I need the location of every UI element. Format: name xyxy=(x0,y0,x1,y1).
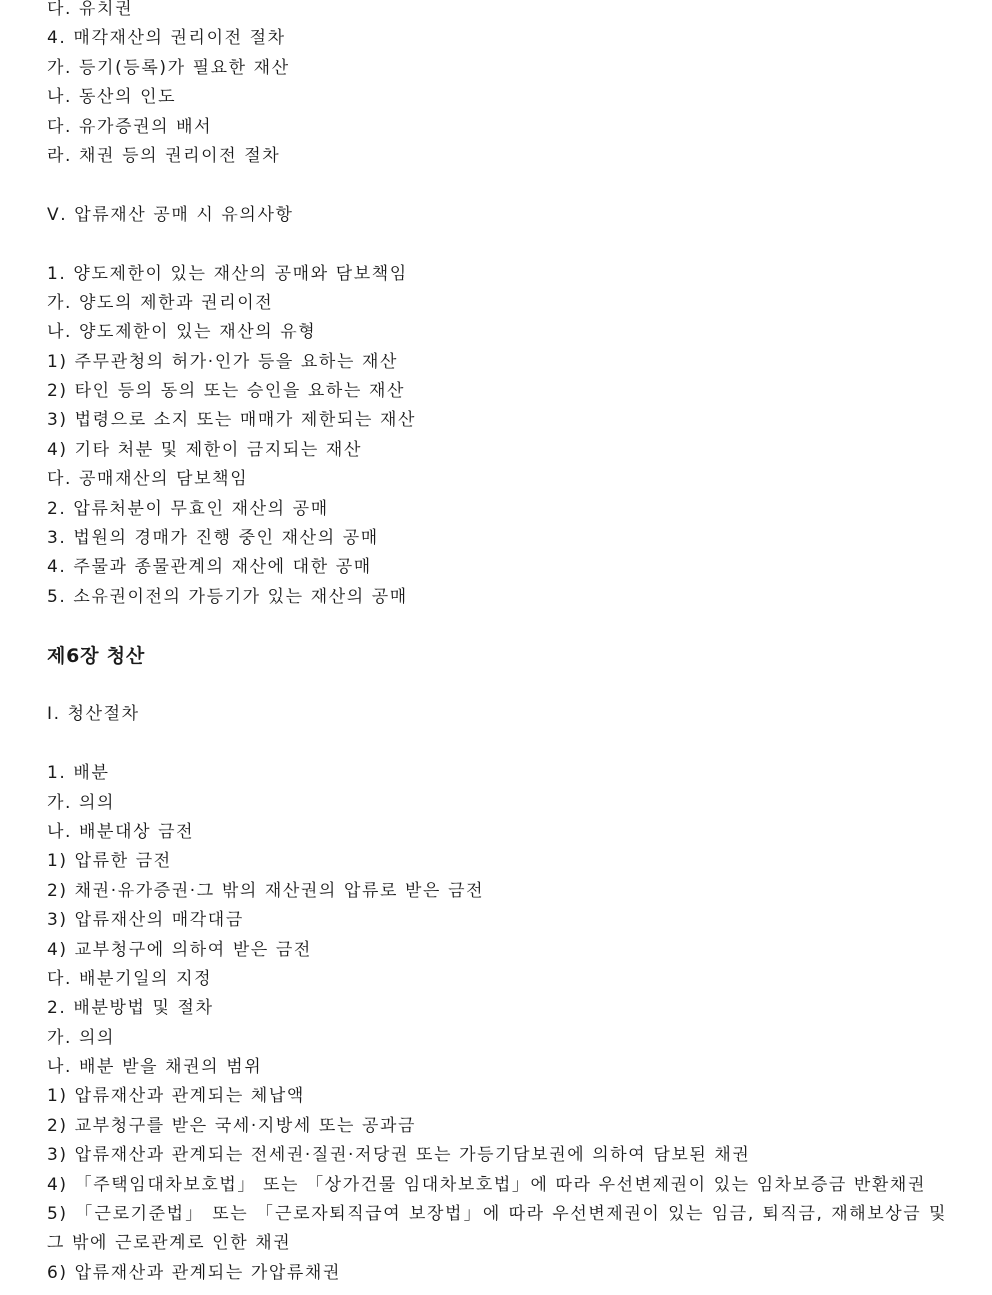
text-line: 1. 양도제한이 있는 재산의 공매와 담보책임 xyxy=(47,263,408,284)
text-line: 나. 배분대상 금전 xyxy=(47,821,195,842)
text-line: 5. 소유권이전의 가등기가 있는 재산의 공매 xyxy=(47,586,408,607)
text-line: 가. 등기(등록)가 필요한 재산 xyxy=(47,57,290,78)
text-line: 1) 주무관청의 허가·인가 등을 요하는 재산 xyxy=(47,351,399,372)
section-heading: Ⅰ. 청산절차 xyxy=(47,704,140,725)
text-line: 4. 주물과 종물관계의 재산에 대한 공매 xyxy=(47,557,372,578)
text-line: 가. 의의 xyxy=(47,1027,116,1048)
text-line: 가. 의의 xyxy=(47,792,116,813)
text-line: 다. 공매재산의 담보책임 xyxy=(47,469,249,490)
text-line: 다. 유치권 xyxy=(47,0,134,19)
text-line: 2) 타인 등의 동의 또는 승인을 요하는 재산 xyxy=(47,381,406,402)
blank-line xyxy=(47,730,947,759)
blank-line xyxy=(47,612,947,641)
text-line: 6) 압류재산과 관계되는 가압류채권 xyxy=(47,1262,341,1283)
chapter-heading: 제6장 청산 xyxy=(47,644,146,667)
section-heading: Ⅴ. 압류재산 공매 시 유의사항 xyxy=(47,204,294,225)
text-line: 3) 압류재산의 매각대금 xyxy=(47,910,244,931)
text-line: 나. 양도제한이 있는 재산의 유형 xyxy=(47,322,317,343)
text-line: 나. 배분 받을 채권의 범위 xyxy=(47,1057,263,1078)
text-line: 2. 압류처분이 무효인 재산의 공매 xyxy=(47,498,329,519)
text-line: 3) 법령으로 소지 또는 매매가 제한되는 재산 xyxy=(47,410,417,431)
document-body xyxy=(47,0,947,1288)
text-line: 3. 법원의 경매가 진행 중인 재산의 공매 xyxy=(47,528,379,549)
text-line: 다. 배분기일의 지정 xyxy=(47,968,213,989)
blank-line xyxy=(47,230,947,259)
text-line: 4) 「주택임대차보호법」 또는 「상가건물 임대차보호법」에 따라 우선변제권이 있는 임차보증금 반환채권 xyxy=(47,1174,926,1195)
text-line-wrapped: 5) 「근로기준법」 또는 「근로자퇴직급여 보장법」에 따라 우선변제권이 있는 임금, 퇴직금, 재해보상금 및 그 밖에 근로관계로 인한 채권 xyxy=(47,1204,947,1254)
text-line: 2) 교부청구를 받은 국세·지방세 또는 공과금 xyxy=(47,1115,417,1136)
text-line: 1. 배분 xyxy=(47,763,110,784)
blank-line xyxy=(47,171,947,200)
text-line: 나. 동산의 인도 xyxy=(47,87,177,108)
blank-line xyxy=(47,671,947,700)
text-line: 3) 압류재산과 관계되는 전세권·질권·저당권 또는 가등기담보권에 의하여 담보된 채권 xyxy=(47,1145,751,1166)
text-line: 라. 채권 등의 권리이전 절차 xyxy=(47,145,281,166)
text-line: 4) 교부청구에 의하여 받은 금전 xyxy=(47,939,312,960)
text-line: 다. 유가증권의 배서 xyxy=(47,116,213,137)
text-line: 4) 기타 처분 및 제한이 금지되는 재산 xyxy=(47,439,362,460)
text-line: 1) 압류재산과 관계되는 체납액 xyxy=(47,1086,305,1107)
text-line: 4. 매각재산의 권리이전 절차 xyxy=(47,28,286,49)
text-line: 2) 채권·유가증권·그 밖의 재산권의 압류로 받은 금전 xyxy=(47,880,485,901)
text-line: 1) 압류한 금전 xyxy=(47,851,172,872)
text-line: 2. 배분방법 및 절차 xyxy=(47,998,214,1019)
text-line: 가. 양도의 제한과 권리이전 xyxy=(47,292,274,313)
